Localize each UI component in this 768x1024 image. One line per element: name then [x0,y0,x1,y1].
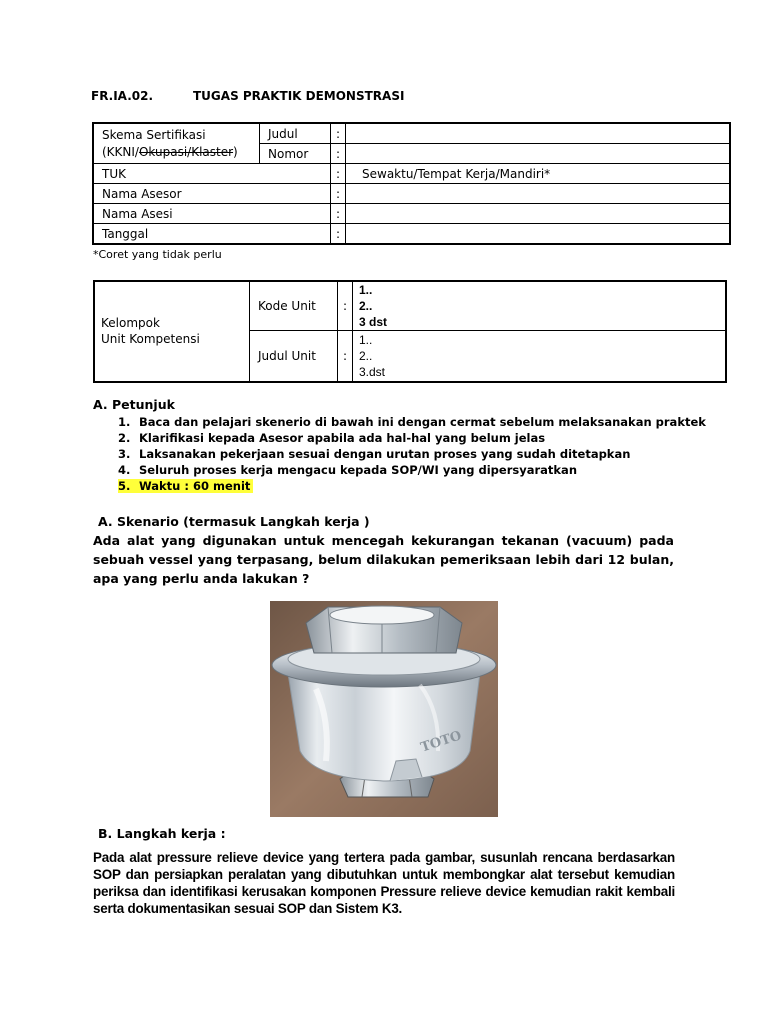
certification-info-table [92,122,731,245]
list-item-highlighted [118,478,706,494]
judul-unit-values [353,331,727,382]
petunjuk-list [118,414,706,494]
list-text: Waktu : 60 menit [139,479,251,493]
list-text: Seluruh proses kerja mengacu kepada SOP/WI yang dipersyaratkan [139,463,578,477]
list-number: 3. [118,447,131,461]
colon: : [338,331,353,382]
list-number: 1. [118,415,131,429]
nomor-value-field[interactable] [346,144,731,164]
judul-unit-item: 1.. [359,332,373,347]
tuk-value: Sewaktu/Tempat Kerja/Mandiri* [346,164,731,184]
list-number: 2. [118,431,131,445]
list-text: Laksanakan pekerjaan sesuai dengan urutan proses yang sudah ditetapkan [139,447,631,461]
colon: : [331,164,346,184]
asesi-label: Nama Asesi [93,204,331,224]
kode-unit-item: 3 dst [359,315,388,329]
pressure-relief-device-photo [270,601,498,817]
colon: : [331,224,346,245]
unit-group-label-cell [94,281,250,382]
judul-label: Judul [260,123,331,144]
tanggal-value-field[interactable] [346,224,731,245]
kode-unit-label: Kode Unit [250,281,338,331]
kode-unit-item: 2.. [359,299,373,313]
tuk-label: TUK [93,164,331,184]
judul-value-field[interactable] [346,123,731,144]
nomor-label: Nomor [260,144,331,164]
colon: : [331,184,346,204]
judul-unit-item: 2.. [359,348,373,363]
judul-unit-item: 3.dst [359,364,386,379]
unit-competency-table [93,280,727,383]
toto-brand-mark: TOTO [418,728,464,756]
list-item [118,462,706,478]
petunjuk-heading: A. Petunjuk [93,397,175,412]
list-number: 4. [118,463,131,477]
list-text: Baca dan pelajari skenerio di bawah ini dengan cermat sebelum melaksanakan praktek [139,415,706,429]
list-text: Klarifikasi kepada Asesor apabila ada hal-hal yang belum jelas [139,431,546,445]
list-item [118,446,706,462]
form-title: TUGAS PRAKTIK DEMONSTRASI [193,89,405,103]
langkah-text: Pada alat pressure relieve device yang tertera pada gambar, susunlah rencana berdasarkan SOP dan persiapkan peralatan yang dibutuhkan untuk membongkar alat tersebut kemudian periksa dan identifikasi kerusakan komponen Pressure relieve device kemudian rakit kembali serta dokumentasikan sesuai SOP dan Sistem K3. [93,850,675,916]
asesor-value-field[interactable] [346,184,731,204]
asesor-label: Nama Asesor [93,184,331,204]
colon: : [331,144,346,164]
time-highlight [118,479,253,493]
form-code: FR.IA.02. [91,89,154,103]
kode-unit-item: 1.. [359,283,373,297]
judul-unit-label: Judul Unit [250,331,338,382]
tanggal-label: Tanggal [93,224,331,245]
colon: : [331,123,346,144]
list-item [118,430,706,446]
device-illustration [270,601,498,817]
asesi-value-field[interactable] [346,204,731,224]
skema-type-struck: Okupasi/Klaster [138,144,234,159]
skenario-heading: A. Skenario (termasuk Langkah kerja ) [98,514,370,529]
kode-unit-values [353,281,727,331]
strikethrough-note: *Coret yang tidak perlu [93,248,222,261]
unit-group-sublabel: Unit Kompetensi [101,332,200,347]
list-item [118,414,706,430]
skenario-text: Ada alat yang digunakan untuk mencegah kekurangan tekanan (vacuum) pada sebuah vessel yang terpasang, belum dilakukan pemeriksaan lebih dari 12 bulan, apa yang perlu anda lakukan ? [93,533,674,586]
skema-label-cell [93,123,260,164]
unit-group-label: Kelompok [101,316,160,331]
skema-type-prefix: (KKNI/ [102,144,139,159]
skema-label: Skema Sertifikasi [102,127,206,142]
colon: : [331,204,346,224]
langkah-heading: B. Langkah kerja : [98,826,226,841]
list-number: 5. [118,479,131,493]
skema-type-suffix: ) [233,144,238,159]
colon: : [338,281,353,331]
